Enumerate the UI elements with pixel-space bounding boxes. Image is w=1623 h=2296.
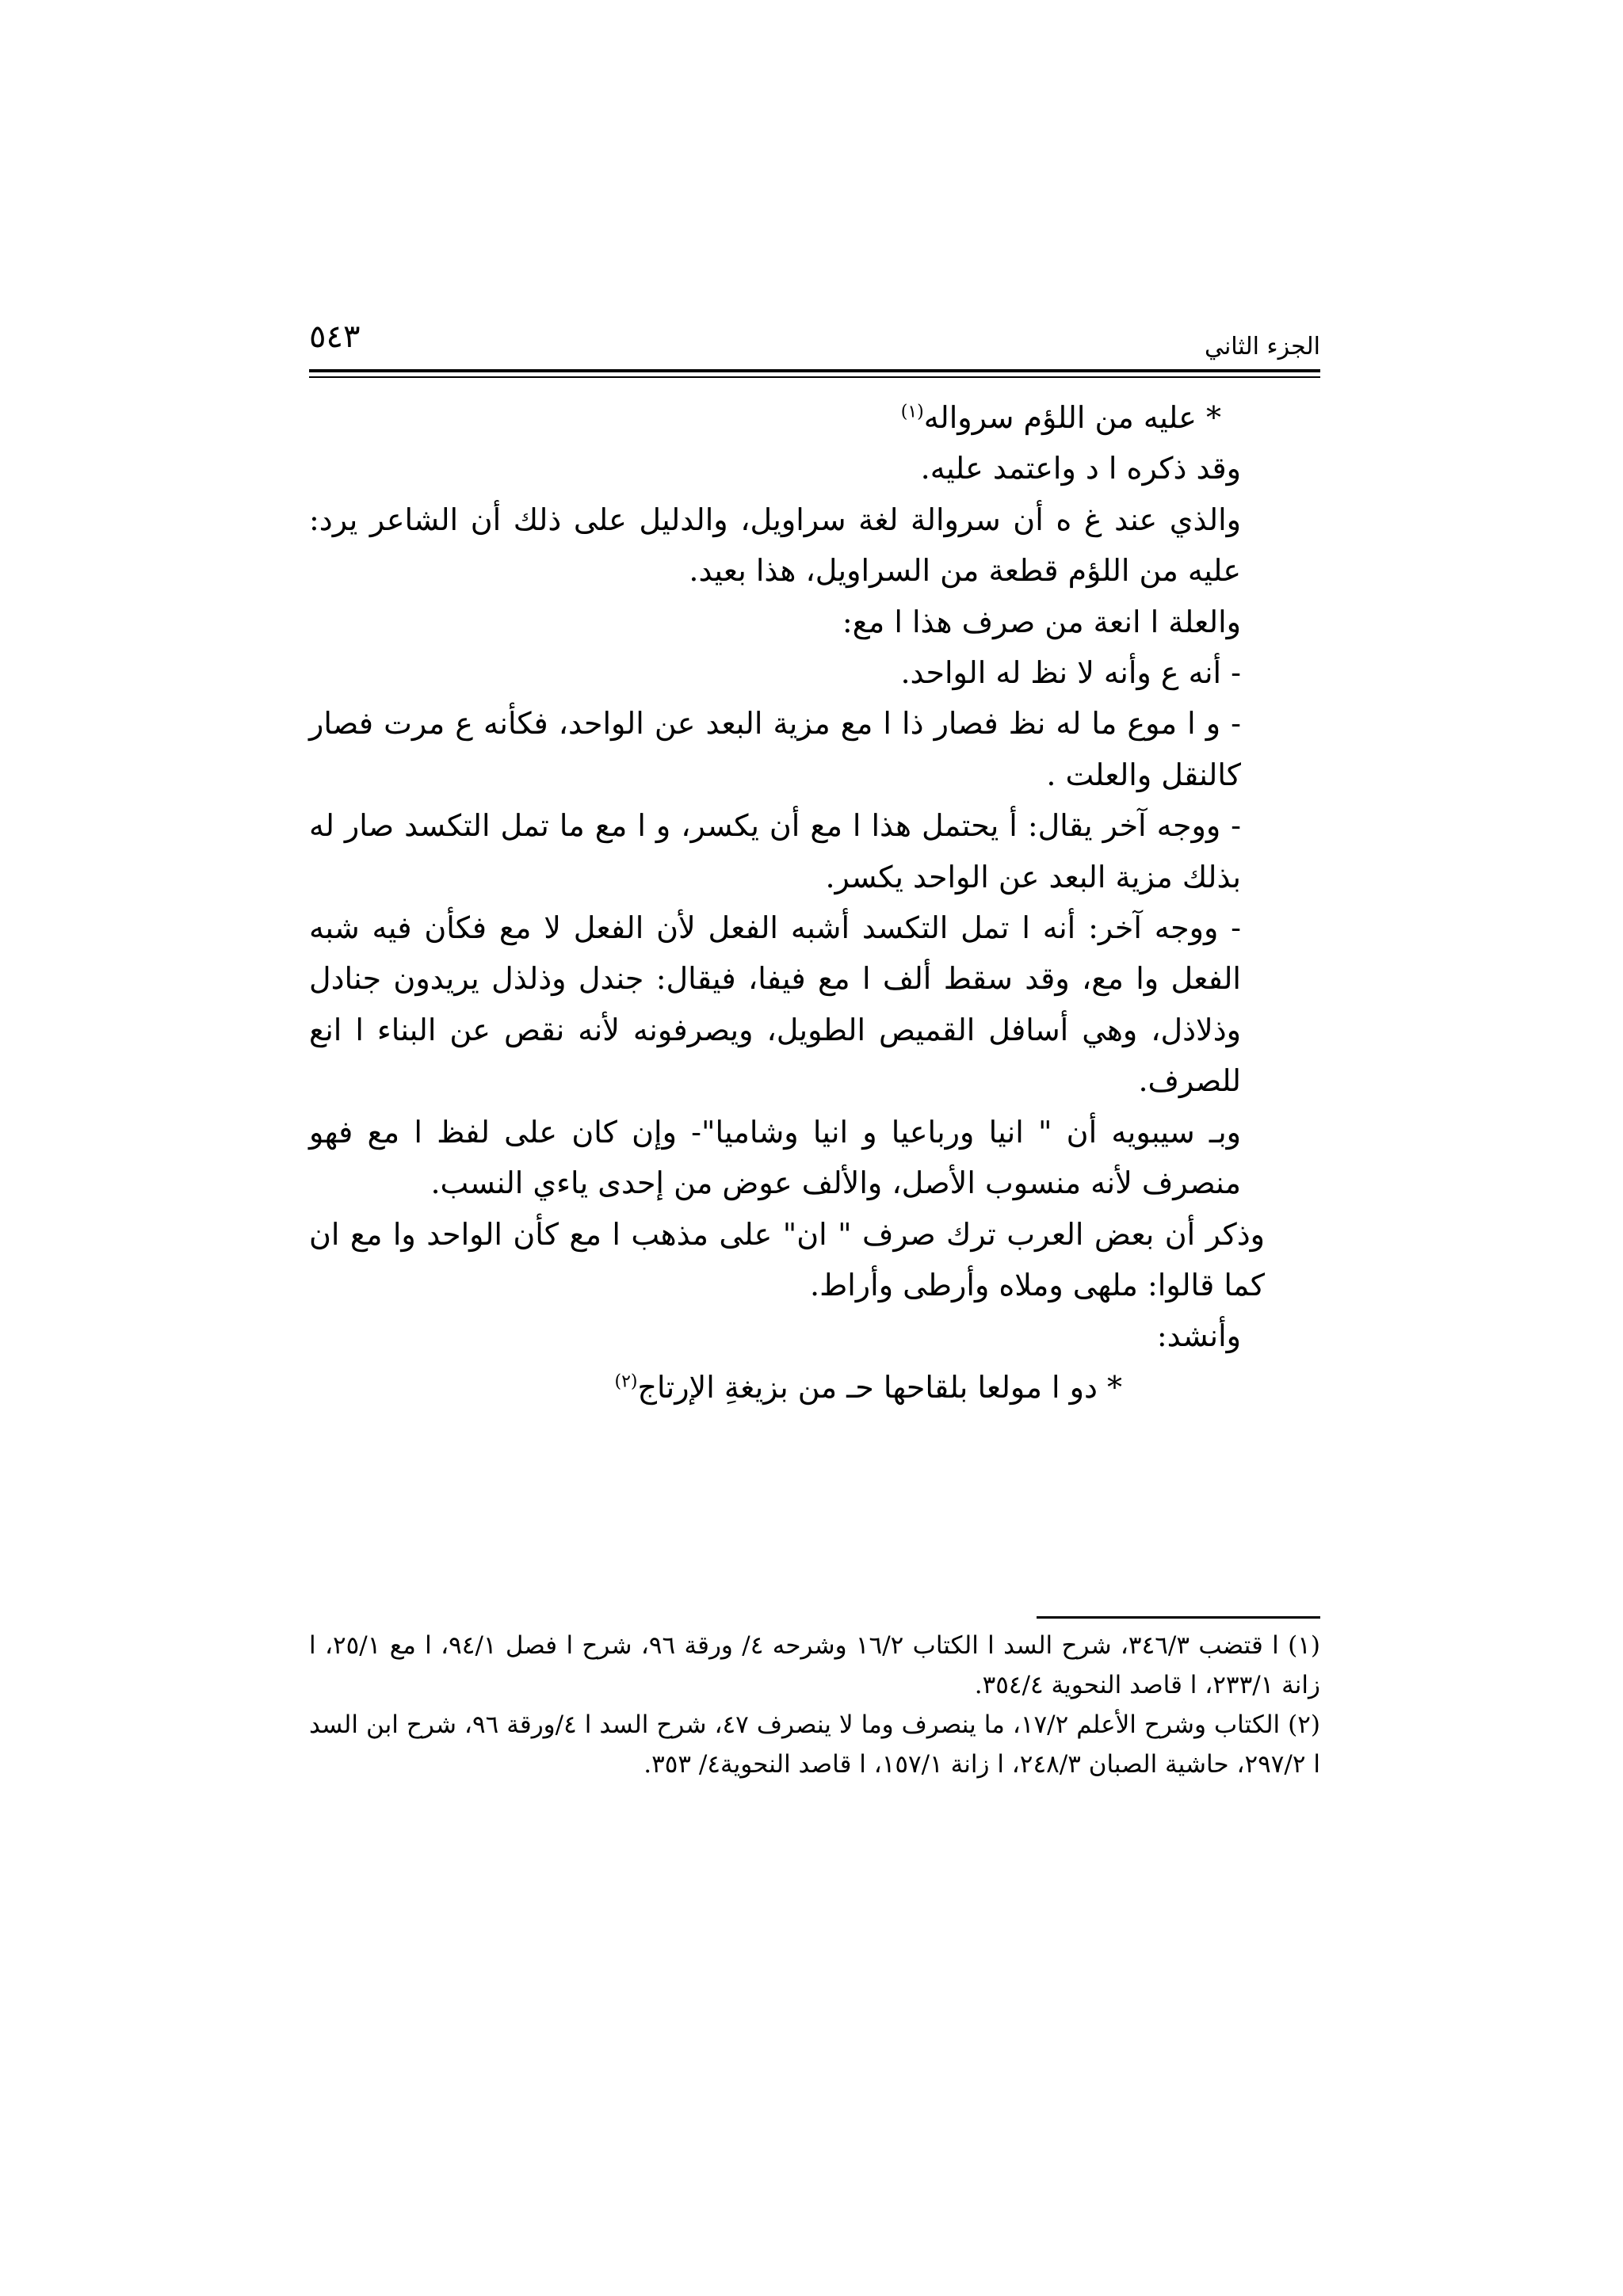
- verse-line: [309, 1362, 1320, 1413]
- paragraph: وبـ سيبويه أن " انيا ورباعيا و انيا وشاميا"- وإن كان على لفظ ا مع فهو منصرف لأنه منسوب الأصل، والألف عوض من إحدى ياءي النسب.: [309, 1114, 1241, 1201]
- footnotes: [309, 1626, 1320, 1784]
- paragraph: والعلة ا انعة من صرف هذا ا مع:: [842, 604, 1241, 639]
- paragraph: وأنشد:: [1156, 1318, 1241, 1354]
- paragraph: وذكر أن بعض العرب ترك صرف " ان" على مذهب ا مع كأن الواحد وا مع ان كما قالوا: ملهى وملاه وأرطى وأراط.: [309, 1216, 1265, 1302]
- page-number: ٥٤٣: [309, 318, 361, 355]
- paragraph: والذي عند غ ه أن سروالة لغة سراويل، والدليل على ذلك أن الشاعر يرد: عليه من اللؤم قطعة من السراويل، هذا بعيد.: [309, 502, 1241, 589]
- header-rule-thin: [309, 376, 1320, 378]
- section-title: الجزء الثاني: [1204, 333, 1320, 360]
- list-item: - أنه ع وأنه لا نظ له الواحد.: [900, 655, 1241, 691]
- footnote-2: (٢) الكتاب وشرح الأعلم ١٧/٢، ما ينصرف وما لا ينصرف ٤٧، شرح السد ا ٤/ورقة ٩٦، شرح ابن السد ا ٢٩٧/٢، حاشية الصبان ٢٤٨/٣، ا زانة ١٥٧/١، ا قاصد النحوية٤/ ٣٥٣.: [309, 1711, 1321, 1779]
- paragraph: وقد ذكره ا د واعتمد عليه.: [920, 451, 1241, 486]
- quote-text: * عليه من اللؤم سرواله: [923, 400, 1221, 435]
- footnote-separator: [1037, 1616, 1320, 1619]
- quote-line: [309, 392, 1320, 443]
- header-rule-thick: [309, 369, 1320, 372]
- footnote-ref-2: (٢): [614, 1371, 638, 1392]
- list-item: - و ا موع ما له نظ فصار ذا ا مع مزية البعد عن الواحد، فكأنه ع مرت فصار كالنقل والعلت .: [309, 706, 1241, 792]
- list-item: - ووجه آخر يقال: أ يحتمل هذا ا مع أن يكسر، و ا مع ما تمل التكسد صار له بذلك مزية البعد عن الواحد يكسر.: [309, 808, 1241, 894]
- page-header: [309, 317, 1320, 364]
- verse-text: * دو ا مولعا بلقاحها حـ من بزيغةِ الإرتاج: [637, 1369, 1122, 1405]
- footnote-ref-1: (١): [900, 402, 924, 422]
- list-item: - ووجه آخر: أنه ا تمل التكسد أشبه الفعل لأن الفعل لا مع فكأن فيه شبه الفعل وا مع، وقد سقط ألف ا مع فيفا، فيقال: جندل وذلذل يريدون جنادل وذلاذل، وهي أسافل القميص الطويل، ويصرفونه لأنه نقص عن البناء ا انع للصرف.: [309, 910, 1241, 1099]
- footnote-1: (١) ا قتضب ٣٤٦/٣، شرح السد ا الكتاب ١٦/٢ وشرحه ٤/ ورقة ٩٦، شرح ا فصل ٩٤/١، ا مع ٢٥/١، ا زانة ٢٣٣/١، ا قاصد النحوية ٣٥٤/٤.: [309, 1631, 1320, 1699]
- main-text: [309, 392, 1320, 1413]
